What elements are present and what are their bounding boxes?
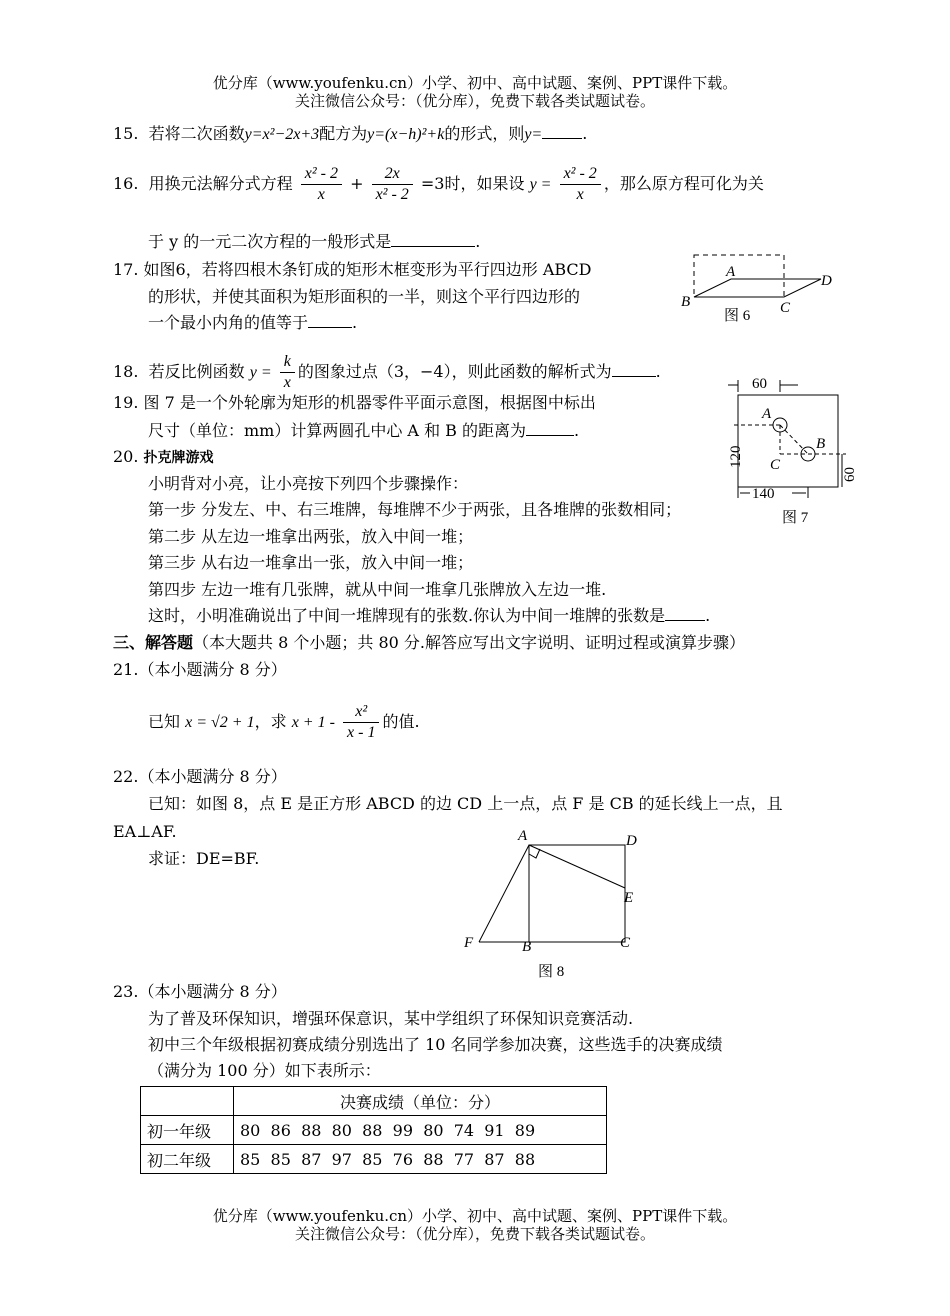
question-23-line-3: （满分为 100 分）如下表所示： <box>148 1061 381 1080</box>
answer-blank[interactable] <box>665 620 705 621</box>
question-22-line-1: 已知：如图 8，点 E 是正方形 ABCD 的边 CD 上一点，点 F 是 CB 的延长线上一点，且 <box>148 794 783 813</box>
label-c: C <box>620 935 631 951</box>
table-header-row <box>141 1087 607 1116</box>
q20-line-6: 这时，小明准确说出了中间一堆牌现有的张数.你认为中间一堆牌的张数是 . <box>148 606 711 625</box>
grade-cell: 初一年级 <box>141 1116 234 1145</box>
question-19: 19. 图 7 是一个外轮廓为矩形的机器零件平面示意图，根据图中标出 <box>113 393 596 412</box>
label-b: B <box>816 436 826 452</box>
label-a: A <box>726 264 736 280</box>
fraction-2: $\frac{2x}{\text{x² - 2}}$ <box>372 164 413 205</box>
question-15: 15. 若将二次函数y=x²−2x+3配方为y=(x−h)²+k的形式，则y= . <box>113 124 588 143</box>
question-23-line-2: 初中三个年级根据初赛成绩分别选出了 10 名同学参加决赛，这些选手的决赛成绩 <box>148 1035 723 1054</box>
label-a: A <box>762 406 772 422</box>
grade-cell: 初二年级 <box>141 1145 234 1174</box>
fraction-k-x: $\frac{k}{x}$ <box>280 352 295 393</box>
question-18: 18. 若反比例函数 y = $\frac{k}{x}$ 的图象过点（3，−4），则此函数的解析式为 . <box>113 353 661 391</box>
footer-line-1: 优分库（www.youfenku.cn）小学、初中、高中试题、案例、PPT课件下载。 <box>212 1207 738 1225</box>
fraction-1: $\frac{\text{x² - 2}}{x}$ <box>301 164 342 205</box>
answer-blank[interactable] <box>391 246 475 247</box>
label-b: B <box>681 294 691 310</box>
question-22: 22.（本小题满分 8 分） <box>113 767 287 786</box>
caption-fig6: 图 6 <box>724 308 751 324</box>
answer-blank[interactable] <box>612 376 656 377</box>
label-a: A <box>518 828 528 844</box>
right-angle-mark <box>529 849 540 858</box>
square-abcd <box>529 845 625 942</box>
question-22-line-3: 求证：DE=BF. <box>148 849 260 868</box>
table-row <box>141 1145 607 1174</box>
q20-line-2: 第一步 分发左、中、右三堆牌，每堆牌不少于两张，且各堆牌的张数相同； <box>148 500 682 519</box>
question-17: 17. 如图6，若将四根木条钉成的矩形木框变形为平行四边形 ABCD <box>113 260 592 279</box>
label-c: C <box>770 457 781 473</box>
scores-cell: 85 85 87 97 85 76 88 77 87 88 <box>234 1145 607 1174</box>
score-table <box>140 1086 607 1174</box>
label-e: E <box>624 890 634 906</box>
fraction-x2: $\frac{\text{x²}}{x - 1}$ <box>343 702 379 743</box>
answer-blank[interactable] <box>542 138 582 139</box>
label-b: B <box>522 939 532 955</box>
dim-140: 140 <box>752 486 775 502</box>
answer-blank[interactable] <box>526 435 574 436</box>
answer-blank[interactable] <box>308 327 352 328</box>
figure-6 <box>680 250 840 330</box>
dim-120: 120 <box>728 445 744 468</box>
figure-8 <box>458 825 648 985</box>
fraction-3: $\frac{\text{x² - 2}}{x}$ <box>560 164 601 205</box>
q20-line-4: 第三步 从右边一堆拿出一张，放入中间一堆； <box>148 553 474 572</box>
parallelogram <box>694 279 821 297</box>
question-20: 20. 扑克牌游戏 <box>113 447 214 466</box>
header-line-1: 优分库（www.youfenku.cn）小学、初中、高中试题、案例、PPT课件下载。 <box>212 74 738 92</box>
label-f: F <box>464 935 474 951</box>
section-3-heading: 三、解答题（本大题共 8 个小题；共 80 分.解答应写出文字说明、证明过程或演算步骤） <box>113 633 745 652</box>
question-17-line-3: 一个最小内角的值等于 . <box>148 313 358 332</box>
header-line-2: 关注微信公众号：（优分库），免费下载各类试题试卷。 <box>294 92 655 110</box>
caption-fig8: 图 8 <box>538 964 565 980</box>
q20-line-5: 第四步 左边一堆有几张牌，就从中间一堆拿几张牌放入左边一堆. <box>148 580 607 599</box>
caption-fig7: 图 7 <box>782 510 809 526</box>
question-17-line-2: 的形状，并使其面积为矩形面积的一半，则这个平行四边形的 <box>148 287 581 306</box>
question-21-body: 已知 x = √2 + 1，求 x + 1 - $\frac{\text{x²}}{x - 1}$ 的值. <box>148 703 420 741</box>
table-header: 决赛成绩（单位：分） <box>234 1087 607 1116</box>
dim-60-top: 60 <box>752 376 767 392</box>
question-19-line-2: 尺寸（单位：mm）计算两圆孔中心 A 和 B 的距离为 . <box>148 421 580 440</box>
q20-line-3: 第二步 从左边一堆拿出两张，放入中间一堆； <box>148 527 474 546</box>
question-23-line-1: 为了普及环保知识，增强环保意识，某中学组织了环保知识竞赛活动. <box>148 1009 634 1028</box>
dim-60-right: 60 <box>842 467 858 482</box>
question-16: 16. 用换元法解分式方程 $\frac{\text{x² - 2}}{x}$ + $\frac{2x}{\text{x² - 2}}$ =3时，如果设 y = $\frac{\text{x² - 2}}{x}$ ，那么原方程可化为关 <box>113 165 764 203</box>
question-22-line-2: EA⊥AF. <box>113 822 177 841</box>
scores-cell: 80 86 88 80 88 99 80 74 91 89 <box>234 1116 607 1145</box>
q20-line-1: 小明背对小亮，让小亮按下列四个步骤操作： <box>148 474 469 493</box>
question-21: 21.（本小题满分 8 分） <box>113 660 287 679</box>
question-23: 23.（本小题满分 8 分） <box>113 982 287 1001</box>
footer-line-2: 关注微信公众号：（优分库），免费下载各类试题试卷。 <box>294 1225 655 1243</box>
label-d: D <box>626 833 637 849</box>
label-d: D <box>821 273 832 289</box>
label-c: C <box>780 300 791 316</box>
question-16-line-2: 于 y 的一元二次方程的一般形式是 . <box>148 232 481 251</box>
figure-7 <box>722 370 862 530</box>
table-row <box>141 1116 607 1145</box>
